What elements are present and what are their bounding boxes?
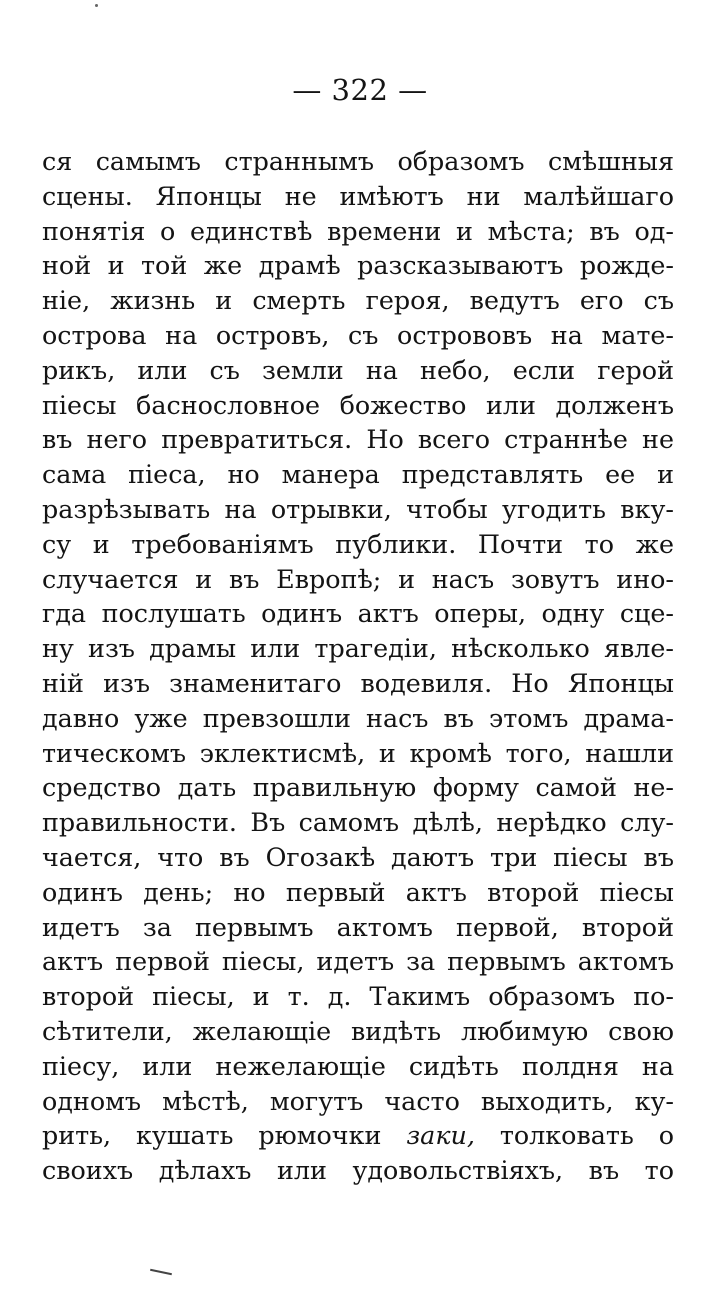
text-line: второй піесы, и т. д. Такимъ образомъ по- bbox=[42, 981, 674, 1012]
text-line: чается, что въ Огозакѣ даютъ три піесы въ bbox=[42, 841, 674, 872]
text-line: сѣтители, желающіе видѣть любимую свою bbox=[42, 1015, 674, 1046]
text-line: идетъ за первымъ актомъ первой, второй bbox=[42, 911, 674, 942]
text-line: сама піеса, но манера представлять ее и bbox=[42, 459, 674, 490]
text-line: правильности. Въ самомъ дѣлѣ, нерѣдко слу- bbox=[42, 807, 674, 838]
text-line: разрѣзывать на отрывки, чтобы угодить вку- bbox=[42, 493, 674, 524]
text-line-with-italic bbox=[42, 1118, 674, 1153]
text-line: сцены. Японцы не имѣютъ ни малѣйшаго bbox=[42, 180, 674, 211]
text-line: своихъ дѣлахъ или удовольствіяхъ, въ то bbox=[42, 1155, 674, 1186]
body-text bbox=[42, 144, 674, 1188]
text-line: случается и въ Европѣ; и насъ зовутъ ино- bbox=[42, 563, 674, 594]
page-number: — 322 — bbox=[292, 73, 428, 107]
text-line: ній изъ знаменитаго водевиля. Но Японцы bbox=[42, 667, 674, 698]
print-speck bbox=[95, 4, 98, 7]
text-line: ной и той же драмѣ разсказываютъ рожде- bbox=[42, 250, 674, 281]
text-line: одномъ мѣстѣ, могутъ часто выходить, ку- bbox=[42, 1085, 674, 1116]
text-line: тическомъ эклектисмѣ, и кромѣ того, нашли bbox=[42, 737, 674, 768]
text-line: су и требованіямъ публики. Почти то же bbox=[42, 528, 674, 559]
text-segment: толковать о bbox=[499, 1120, 674, 1151]
text-line: рикъ, или съ земли на небо, если герой bbox=[42, 354, 674, 385]
text-line: піесы баснословное божество или долженъ bbox=[42, 389, 674, 420]
italic-word: заки, bbox=[406, 1120, 475, 1151]
text-line: ніе, жизнь и смерть героя, ведутъ его съ bbox=[42, 285, 674, 316]
text-line: средство дать правильную форму самой не- bbox=[42, 772, 674, 803]
text-line: одинъ день; но первый актъ второй піесы bbox=[42, 876, 674, 907]
text-line: понятія о единствѣ времени и мѣста; въ од- bbox=[42, 215, 674, 246]
text-line: актъ первой піесы, идетъ за первымъ актомъ bbox=[42, 946, 674, 977]
text-line: острова на островъ, съ острововъ на мате- bbox=[42, 319, 674, 350]
print-speck bbox=[150, 1269, 172, 1276]
text-segment: рить, кушать рюмочки bbox=[42, 1120, 382, 1151]
text-line: давно уже превзошли насъ въ этомъ драма- bbox=[42, 702, 674, 733]
text-line: въ него превратиться. Но всего страннѣе не bbox=[42, 424, 674, 455]
text-line: ся самымъ страннымъ образомъ смѣшныя bbox=[42, 146, 674, 176]
text-line: ну изъ драмы или трагедіи, нѣсколько явле- bbox=[42, 633, 674, 664]
text-line: гда послушать одинъ актъ оперы, одну сце- bbox=[42, 598, 674, 629]
text-line: піесу, или нежелающіе сидѣть полдня на bbox=[42, 1050, 674, 1081]
